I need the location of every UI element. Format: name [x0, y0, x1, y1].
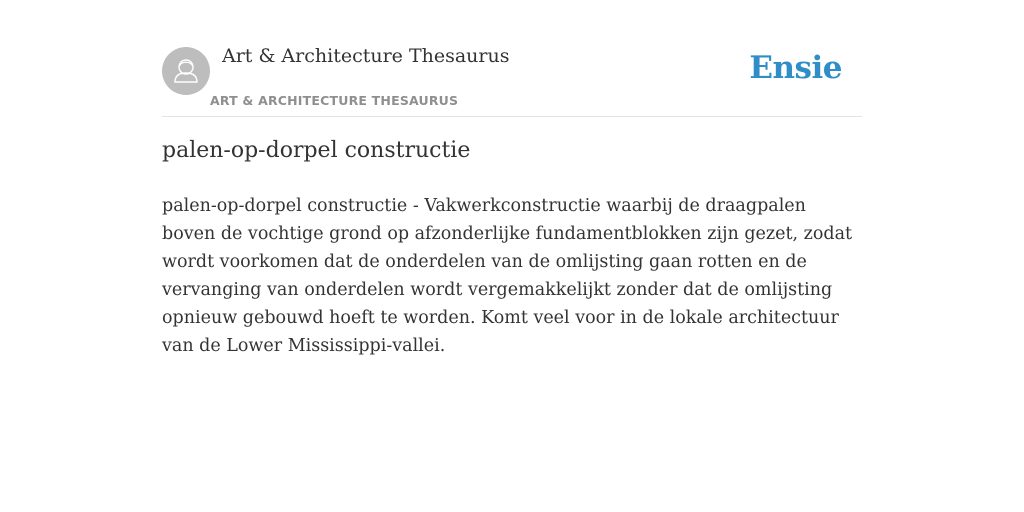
source-title-link[interactable]: Art & Architecture Thesaurus: [222, 45, 510, 67]
source-subtitle-link[interactable]: ART & ARCHITECTURE THESAURUS: [210, 93, 459, 108]
user-silhouette-icon: [162, 47, 210, 95]
page-title: palen-op-dorpel constructie: [162, 138, 471, 163]
definition-text: palen-op-dorpel constructie - Vakwerkconstructie waarbij de draagpalen boven de vochtige grond op afzonderlijke fundamentblokken zijn gezet, zodat wordt voorkomen dat de onderdelen van de omlijsting gaan rotten en de vervanging van onderdelen wordt vergemakkelijkt zonder dat de omlijsting opnieuw gebouwd hoeft te worden. Komt veel voor in de lokale architectuur van de Lower Mississippi-vallei.: [162, 196, 853, 356]
user-icon[interactable]: [162, 47, 210, 95]
header: [162, 0, 862, 117]
ensie-logo[interactable]: Ensie: [749, 50, 842, 86]
